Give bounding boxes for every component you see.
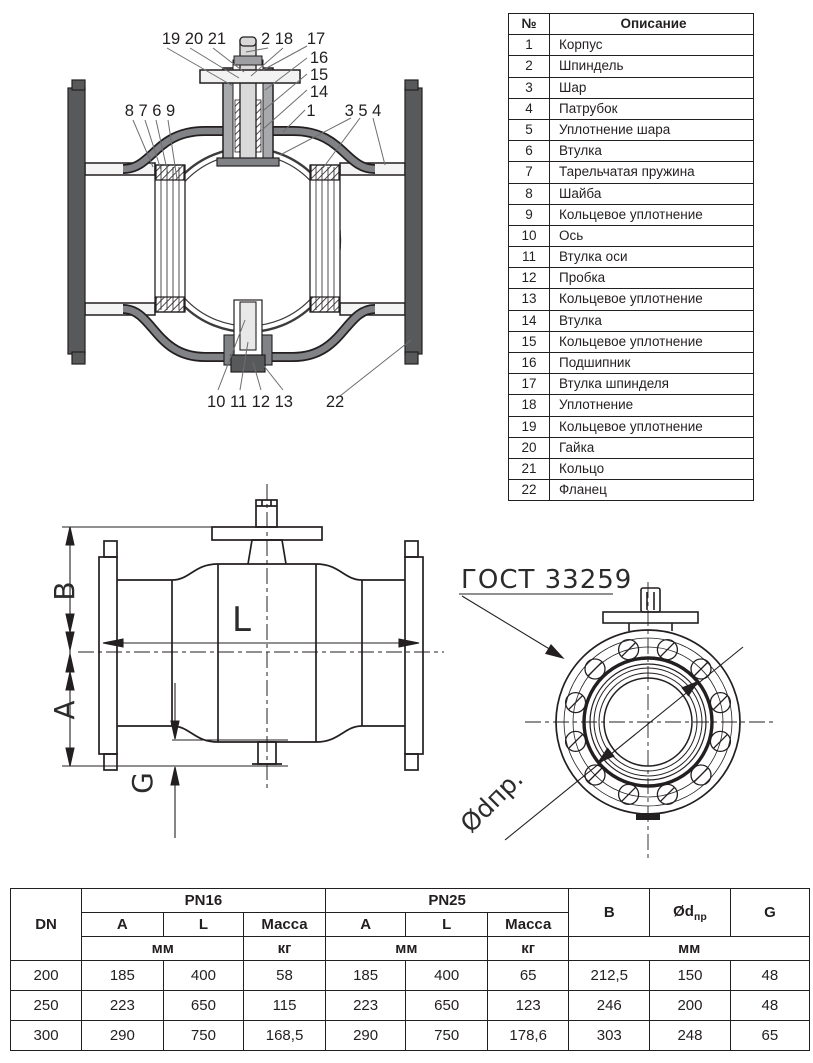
table-cell: 303 — [569, 1021, 650, 1051]
table-cell: 10 — [509, 225, 550, 246]
table-cell: 11 — [509, 247, 550, 268]
table-cell: 14 — [509, 310, 550, 331]
table-cell: Гайка — [550, 437, 754, 458]
front-drain — [636, 813, 660, 820]
col-header-mass25: Масса — [487, 913, 568, 937]
col-header-dn: DN — [11, 889, 82, 961]
table-cell: 123 — [487, 991, 568, 1021]
col-header-dpr — [650, 889, 731, 937]
table-cell: Уплотнение шара — [550, 119, 754, 140]
table-row — [509, 247, 754, 268]
col-header-desc: Описание — [550, 14, 754, 35]
table-cell: 5 — [509, 119, 550, 140]
col-header-mass16: Масса — [244, 913, 325, 937]
gost-standard-label: ГОСТ 33259 — [461, 565, 633, 595]
col-header-l25: L — [406, 913, 487, 937]
callout-14: 14 — [309, 83, 329, 101]
cross-section-drawing — [55, 10, 497, 418]
table-cell: 65 — [730, 1021, 809, 1051]
table-cell: 178,6 — [487, 1021, 568, 1051]
dpr-main: Ød — [673, 902, 694, 920]
table-cell: 290 — [325, 1021, 406, 1051]
table-row — [509, 374, 754, 395]
table-cell: 1 — [509, 35, 550, 56]
table-row — [509, 480, 754, 501]
table-cell: 150 — [650, 961, 731, 991]
callout-2-18: 2 18 — [260, 30, 294, 48]
dimension-lines — [62, 527, 419, 838]
table-row — [509, 437, 754, 458]
table-cell: 58 — [244, 961, 325, 991]
table-cell: Корпус — [550, 35, 754, 56]
table-cell: 9 — [509, 204, 550, 225]
table-cell: 65 — [487, 961, 568, 991]
unit-kg-pn25: кг — [487, 937, 568, 961]
table-row — [11, 961, 810, 991]
table-cell: 22 — [509, 480, 550, 501]
callout-19-20-21: 19 20 21 — [161, 30, 227, 48]
table-cell: 750 — [163, 1021, 244, 1051]
table-cell: Пробка — [550, 268, 754, 289]
unit-mm-right: мм — [569, 937, 810, 961]
table-cell: Втулка — [550, 310, 754, 331]
table-cell: 168,5 — [244, 1021, 325, 1051]
table-cell: Шпиндель — [550, 56, 754, 77]
col-header-l16: L — [163, 913, 244, 937]
dpr-sub: пр — [693, 910, 707, 923]
table-cell: 3 — [509, 77, 550, 98]
table-cell: 200 — [650, 991, 731, 1021]
table-cell: 17 — [509, 374, 550, 395]
table-cell: 223 — [325, 991, 406, 1021]
table-row — [509, 395, 754, 416]
col-header-pn25: PN25 — [325, 889, 569, 913]
table-row — [509, 458, 754, 479]
flange-left — [68, 80, 85, 364]
callout-22: 22 — [325, 393, 345, 411]
table-cell: 200 — [11, 961, 82, 991]
table-cell: 13 — [509, 289, 550, 310]
table-row — [509, 331, 754, 352]
unit-mm-pn16: мм — [82, 937, 244, 961]
gost-annotation — [459, 594, 613, 662]
seat-assembly-right — [310, 165, 340, 312]
table-cell: 300 — [11, 1021, 82, 1051]
table-cell: 6 — [509, 141, 550, 162]
table-cell: Втулка оси — [550, 247, 754, 268]
table-cell: Шар — [550, 77, 754, 98]
table-cell: Кольцевое уплотнение — [550, 416, 754, 437]
callout-8-7-6-9: 8 7 6 9 — [124, 102, 176, 120]
side-view-drawing — [48, 478, 462, 878]
table-row — [509, 119, 754, 140]
table-cell: 400 — [406, 961, 487, 991]
table-cell: 250 — [11, 991, 82, 1021]
seat-assembly-left — [155, 165, 185, 312]
table-cell: Патрубок — [550, 98, 754, 119]
dim-label-g: G — [126, 772, 159, 794]
callout-3-5-4: 3 5 4 — [344, 102, 382, 120]
callout-10-11-12-13: 10 11 12 13 — [207, 393, 293, 411]
table-cell: 750 — [406, 1021, 487, 1051]
table-cell: Кольцевое уплотнение — [550, 331, 754, 352]
table-cell: 48 — [730, 961, 809, 991]
table-cell: Уплотнение — [550, 395, 754, 416]
table-cell: 4 — [509, 98, 550, 119]
dim-label-l: L — [232, 600, 251, 640]
table-cell: 115 — [244, 991, 325, 1021]
side-flange-right — [405, 541, 423, 770]
table-cell: 650 — [163, 991, 244, 1021]
dims-header-row-1 — [11, 889, 810, 913]
dim-label-b: B — [48, 581, 81, 601]
table-row — [509, 353, 754, 374]
dim-label-a: A — [48, 700, 81, 720]
table-row — [11, 1021, 810, 1051]
table-row — [509, 56, 754, 77]
col-header-g: G — [730, 889, 809, 937]
drain-assembly — [224, 300, 272, 372]
front-view-drawing — [443, 552, 813, 865]
table-cell: Фланец — [550, 480, 754, 501]
table-cell: 12 — [509, 268, 550, 289]
table-cell: Подшипник — [550, 353, 754, 374]
table-cell: Шайба — [550, 183, 754, 204]
dimensions-table — [10, 888, 810, 1051]
table-cell: 18 — [509, 395, 550, 416]
table-row — [509, 183, 754, 204]
table-cell: Ось — [550, 225, 754, 246]
table-cell: 19 — [509, 416, 550, 437]
table-row — [11, 991, 810, 1021]
table-cell: 212,5 — [569, 961, 650, 991]
col-header-num: № — [509, 14, 550, 35]
table-cell: 20 — [509, 437, 550, 458]
col-header-b: B — [569, 889, 650, 937]
table-cell: 15 — [509, 331, 550, 352]
side-flange-left — [99, 541, 117, 770]
table-row — [509, 141, 754, 162]
table-cell: Втулка шпинделя — [550, 374, 754, 395]
table-cell: Тарельчатая пружина — [550, 162, 754, 183]
table-cell: 2 — [509, 56, 550, 77]
table-cell: 246 — [569, 991, 650, 1021]
table-cell: 185 — [82, 961, 163, 991]
col-header-a25: A — [325, 913, 406, 937]
pipe-sections — [85, 163, 405, 315]
flange-right — [405, 80, 422, 364]
table-cell: 400 — [163, 961, 244, 991]
callout-16: 16 — [309, 49, 329, 67]
table-row — [509, 268, 754, 289]
table-cell: 48 — [730, 991, 809, 1021]
table-cell: 185 — [325, 961, 406, 991]
table-row — [509, 98, 754, 119]
table-row — [509, 77, 754, 98]
table-cell: 8 — [509, 183, 550, 204]
table-cell: 248 — [650, 1021, 731, 1051]
table-cell: 650 — [406, 991, 487, 1021]
table-row — [509, 225, 754, 246]
parts-table-header — [509, 14, 754, 35]
table-cell: 290 — [82, 1021, 163, 1051]
table-row — [509, 310, 754, 331]
table-cell: 223 — [82, 991, 163, 1021]
table-cell: Кольцевое уплотнение — [550, 204, 754, 225]
table-cell: Кольцо — [550, 458, 754, 479]
unit-kg-pn16: кг — [244, 937, 325, 961]
table-cell: 16 — [509, 353, 550, 374]
table-row — [509, 204, 754, 225]
table-cell: Кольцевое уплотнение — [550, 289, 754, 310]
parts-table — [508, 13, 754, 501]
col-header-a16: A — [82, 913, 163, 937]
dims-units-row — [11, 937, 810, 961]
table-cell: 21 — [509, 458, 550, 479]
table-cell: Втулка — [550, 141, 754, 162]
stem-assembly — [200, 37, 300, 166]
table-row — [509, 35, 754, 56]
col-header-pn16: PN16 — [82, 889, 326, 913]
table-row — [509, 162, 754, 183]
table-cell: 7 — [509, 162, 550, 183]
diameter-label: Ødпр. — [454, 764, 529, 839]
table-row — [509, 416, 754, 437]
callout-1: 1 — [306, 102, 316, 120]
unit-mm-pn25: мм — [325, 937, 487, 961]
table-row — [509, 289, 754, 310]
callout-17: 17 — [306, 30, 326, 48]
callout-15: 15 — [309, 66, 329, 84]
